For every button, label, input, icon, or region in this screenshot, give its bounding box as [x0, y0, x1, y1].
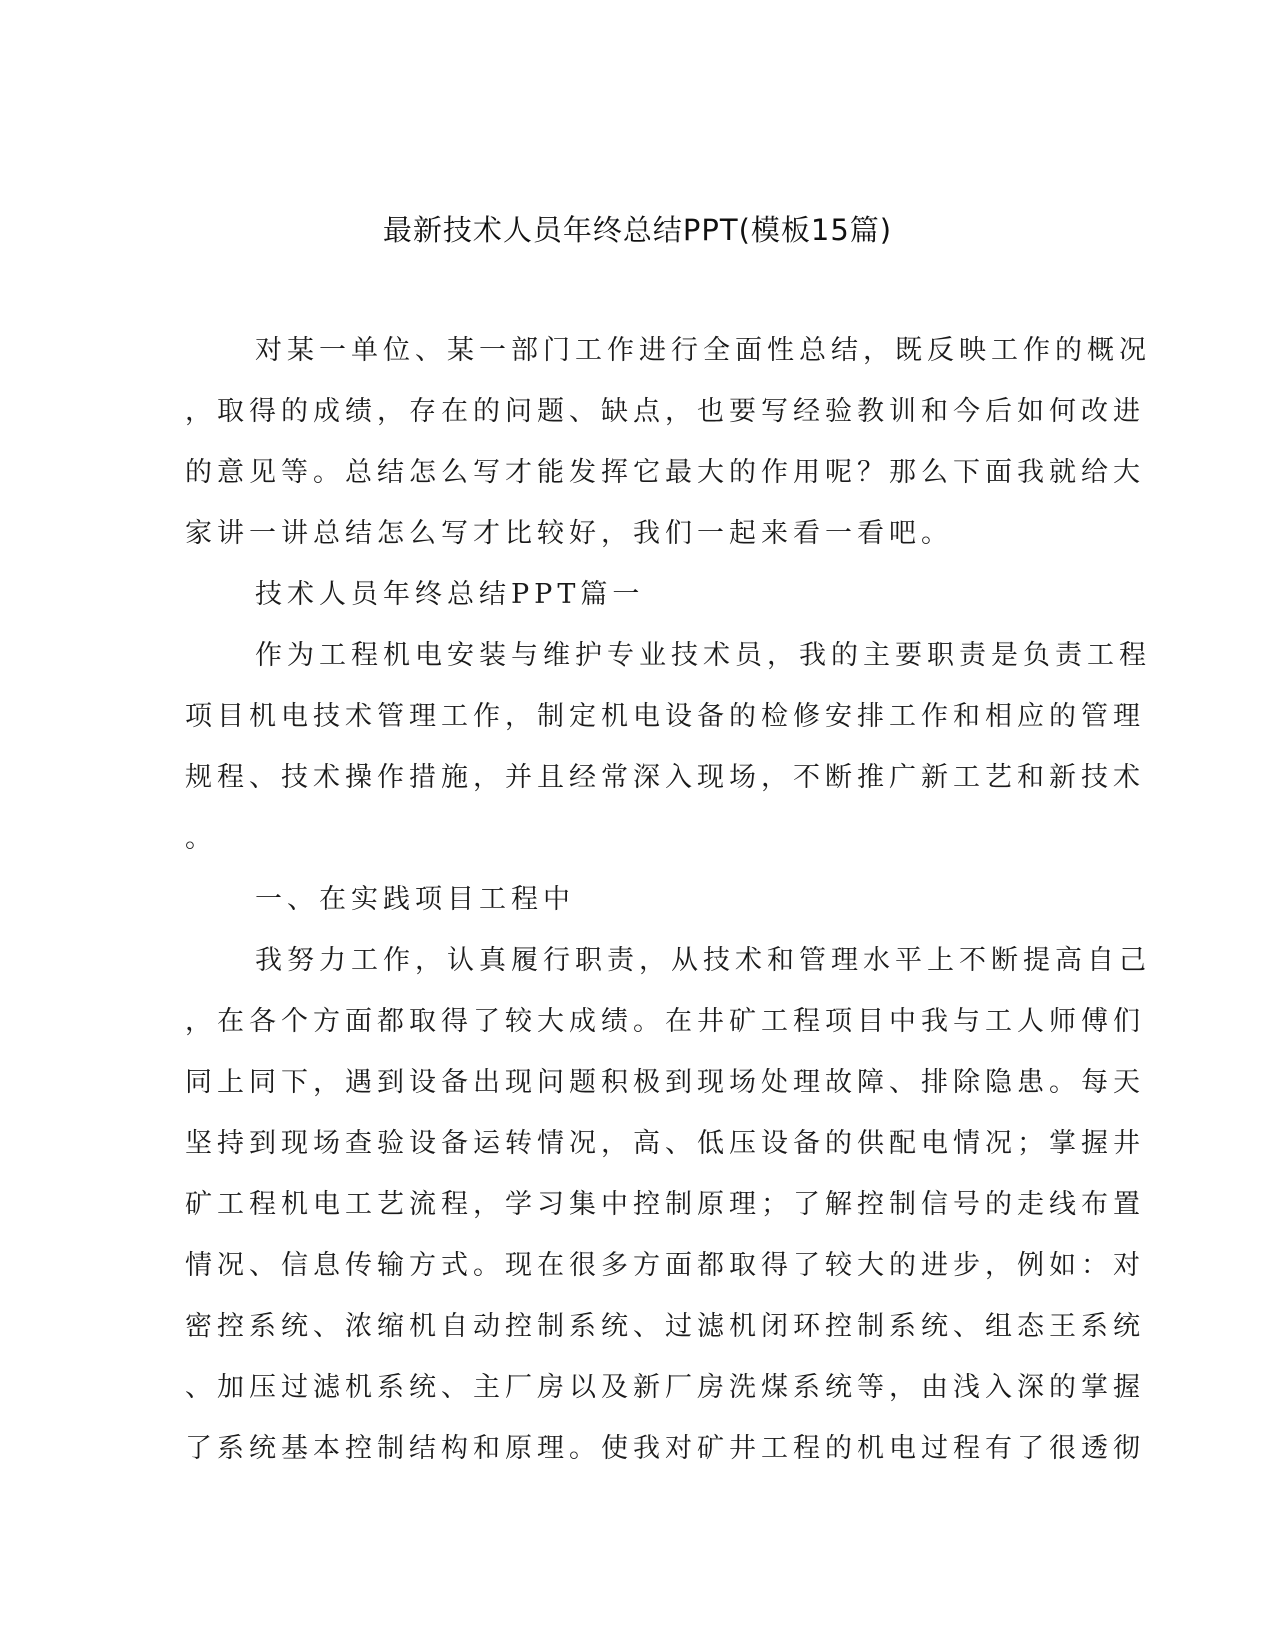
- section-heading: 技术人员年终总结PPT篇一: [255, 579, 645, 610]
- paragraph-line: 了系统基本控制结构和原理。使我对矿井工程的机电过程有了很透彻: [185, 1433, 1145, 1464]
- subsection-heading: 一、在实践项目工程中: [255, 884, 575, 915]
- paragraph-line: 坚持到现场查验设备运转情况，高、低压设备的供配电情况；掌握井: [185, 1128, 1145, 1159]
- paragraph-line: 对某一单位、某一部门工作进行全面性总结，既反映工作的概况: [255, 335, 1151, 366]
- paragraph-line: 、加压过滤机系统、主厂房以及新厂房洗煤系统等，由浅入深的掌握: [185, 1372, 1145, 1403]
- paragraph-line: ，取得的成绩，存在的问题、缺点，也要写经验教训和今后如何改进: [185, 396, 1145, 427]
- paragraph-line: 项目机电技术管理工作，制定机电设备的检修安排工作和相应的管理: [185, 701, 1145, 732]
- paragraph-line: 同上同下，遇到设备出现问题积极到现场处理故障、排除隐患。每天: [185, 1067, 1145, 1098]
- paragraph-line: 规程、技术操作措施，并且经常深入现场，不断推广新工艺和新技术: [185, 762, 1145, 793]
- paragraph-line: 作为工程机电安装与维护专业技术员，我的主要职责是负责工程: [255, 640, 1151, 671]
- paragraph-line: 。: [185, 823, 217, 854]
- paragraph-line: 情况、信息传输方式。现在很多方面都取得了较大的进步，例如：对: [185, 1250, 1145, 1281]
- document-body: [185, 320, 1151, 1479]
- paragraph-line: ，在各个方面都取得了较大成绩。在井矿工程项目中我与工人师傅们: [185, 1006, 1145, 1037]
- paragraph-line: 的意见等。总结怎么写才能发挥它最大的作用呢？那么下面我就给大: [185, 457, 1145, 488]
- document-title: 最新技术人员年终总结PPT(模板15篇): [382, 213, 893, 247]
- paragraph-line: 我努力工作，认真履行职责，从技术和管理水平上不断提高自己: [255, 945, 1151, 976]
- paragraph-line: 家讲一讲总结怎么写才比较好，我们一起来看一看吧。: [185, 518, 953, 549]
- paragraph-line: 密控系统、浓缩机自动控制系统、过滤机闭环控制系统、组态王系统: [185, 1311, 1145, 1342]
- paragraph-line: 矿工程机电工艺流程，学习集中控制原理；了解控制信号的走线布置: [185, 1189, 1145, 1220]
